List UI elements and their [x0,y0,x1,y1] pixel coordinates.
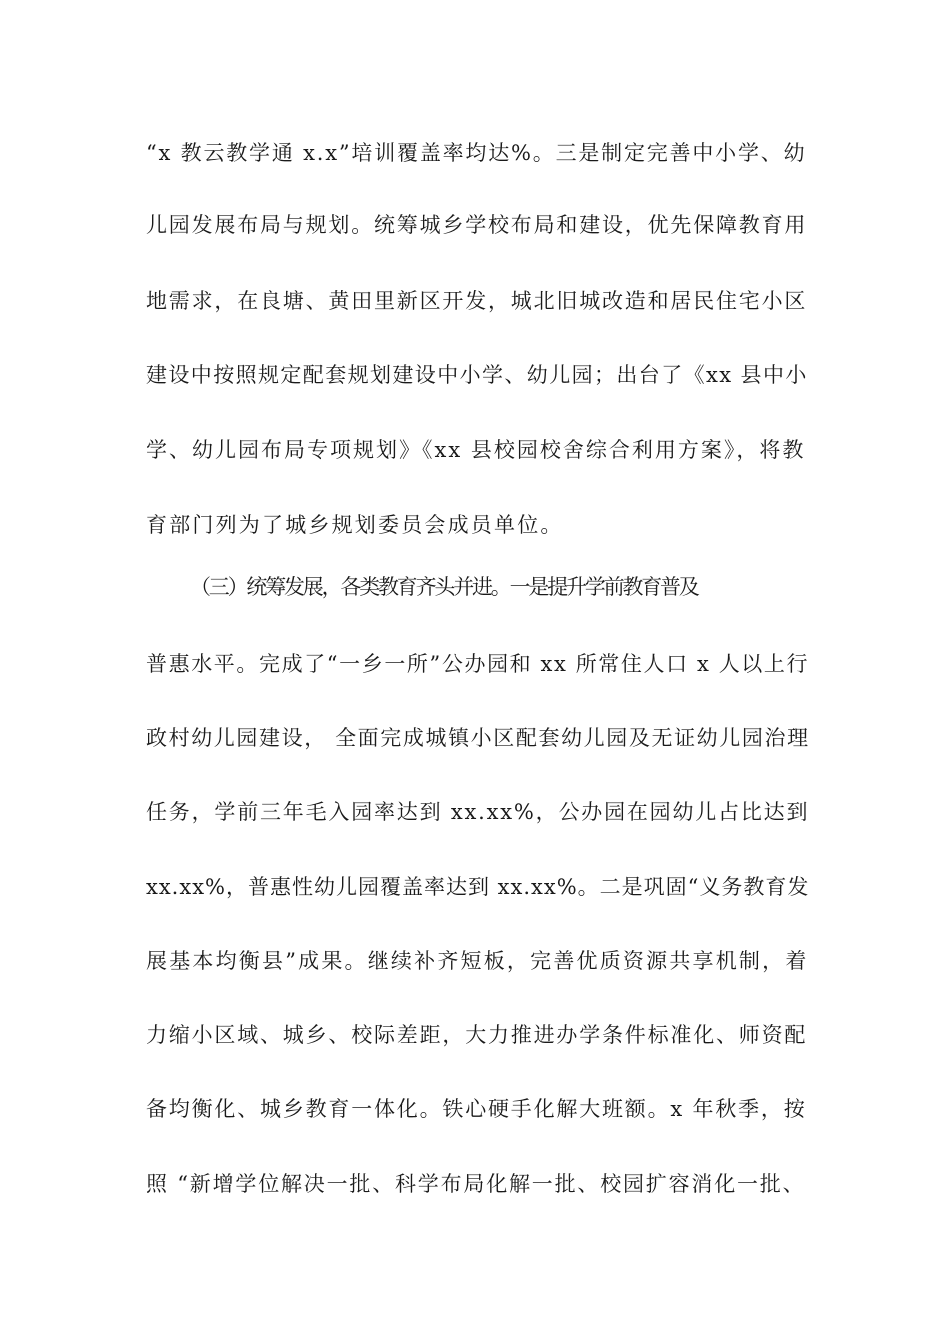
paragraph-heading-line: （三）统筹发展，各类教育齐头并进。一是提升学前教育普及 [190,575,698,599]
text-line: 建设中按照规定配套规划建设中小学、幼儿园；出台了《xx 县中小 [146,363,808,387]
text-line: 政村幼儿园建设， 全面完成城镇小区配套幼儿园及无证幼儿园治理 [146,726,810,750]
text-line: 地需求，在良塘、黄田里新区开发，城北旧城改造和居民住宅小区 [146,289,808,313]
text-line: 备均衡化、城乡教育一体化。铁心硬手化解大班额。x 年秋季，按 [146,1097,807,1121]
text-line: 展基本均衡县”成果。继续补齐短板，完善优质资源共享机制，着 [146,949,809,973]
text-line: 任务，学前三年毛入园率达到 xx.xx%，公办园在园幼儿占比达到 [146,800,810,824]
text-line: xx.xx%，普惠性幼儿园覆盖率达到 xx.xx%。二是巩固“义务教育发 [146,875,810,899]
text-line: 儿园发展布局与规划。统筹城乡学校布局和建设，优先保障教育用 [146,213,808,237]
text-line: “x 教云教学通 x.x”培训覆盖率均达%。三是制定完善中小学、幼 [146,141,807,165]
text-line: 普惠水平。完成了“一乡一所”公办园和 xx 所常住人口 x 人以上行 [146,652,810,676]
text-line: 学、幼儿园布局专项规划》《xx 县校园校舍综合利用方案》，将教 [146,438,806,462]
text-line: 育部门列为了城乡规划委员会成员单位。 [146,513,564,537]
text-line: 照 “新增学位解决一批、科学布局化解一批、校园扩容消化一批、 [146,1172,806,1196]
text-line: 力缩小区域、城乡、校际差距，大力推进办学条件标准化、师资配 [146,1023,808,1047]
